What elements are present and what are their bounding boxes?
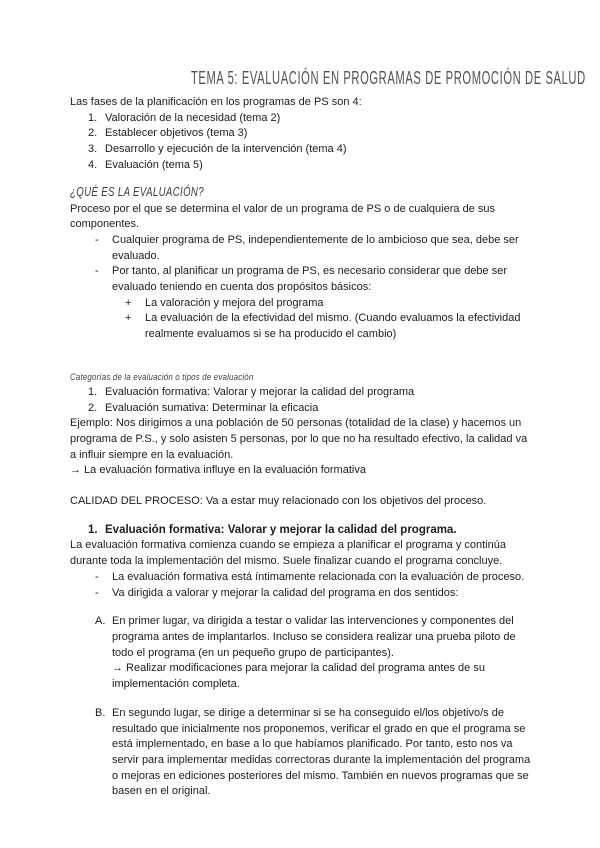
list-number: 3. <box>88 143 98 156</box>
section-heading-categories <box>70 372 535 383</box>
paragraph-what-is: Proceso por el que se determina el valor de un programa de PS o de cualquiera de sus componentes. <box>70 202 495 231</box>
list-text: Establecer objetivos (tema 3) <box>105 127 248 140</box>
intro-lead: Las fases de la planificación en los programas de PS son 4: <box>70 96 362 108</box>
plus-marker: + <box>125 296 132 309</box>
example-paragraph: Ejemplo: Nos dirigimos a una población de 50 personas (totalidad de la clase) y hacemos un programa de P.S., y solo asisten 5 personas, por lo que no ha resultado efectivo, la calidad va a influir siempre en la evaluación. <box>70 417 528 461</box>
page-title-text: TEMA 5: EVALUACIÓN EN PROGRAMAS DE PROMOCIÓN DE SALUD <box>190 68 586 88</box>
item-text: En segundo lugar, se dirige a determinar si se ha conseguido el/los objetivo/s de resultado que inicialmente nos proponemos, verificar el grado en que el programa se está implementado, en base a lo que habíamos planificado. Por tanto, esto nos va servir para implementar medidas correctoras durante la implementación del programa o mejoras en ediciones posteriores del mismo. También en nuevos programas que se basen en el original. <box>112 706 531 798</box>
sub-bullet-item <box>125 296 535 312</box>
list-text: Desarrollo y ejecución de la intervención (tema 4) <box>105 143 347 156</box>
what-is-bullet-list <box>70 233 535 343</box>
dash-marker: - <box>95 570 99 583</box>
categories-heading-text: Categorías de la evaluación o tipos de evaluación <box>70 371 254 382</box>
item-text: En primer lugar, va dirigida a testar o validar las intervenciones y componentes del programa antes de implantarlos. Incluso se considera realizar una prueba piloto de todo el programa (en un pequeño grupo de participantes). <box>112 615 516 659</box>
list-text: Evaluación sumativa: Determinar la eficacia <box>105 401 319 414</box>
bullet-text: Por tanto, al planificar un programa de PS, es necesario considerar que debe ser evaluado teniendo en cuenta dos propósitos básicos: <box>112 265 508 294</box>
item-letter: B. <box>95 706 106 719</box>
formative-heading-number: 1. <box>88 523 98 536</box>
bullet-item <box>95 264 535 295</box>
dash-marker: - <box>95 586 99 599</box>
list-item <box>88 126 535 142</box>
list-item <box>88 385 535 401</box>
list-text: Valoración de la necesidad (tema 2) <box>105 111 281 124</box>
formative-bullet-list <box>70 570 535 601</box>
lettered-item-a <box>95 614 535 693</box>
sub-bullet-item <box>125 311 535 342</box>
quality-line: CALIDAD DEL PROCESO: Va a estar muy relacionado con los objetivos del proceso. <box>70 495 487 508</box>
dash-marker: - <box>95 265 99 278</box>
item-body <box>112 614 535 693</box>
list-number: 1. <box>88 111 98 124</box>
bullet-text: Cualquier programa de PS, independientemente de lo ambicioso que sea, debe ser evaluado. <box>112 233 519 262</box>
categories-list <box>70 385 535 416</box>
formative-heading <box>88 523 535 539</box>
sub-bullet-text: La valoración y mejora del programa <box>145 296 324 309</box>
list-item <box>88 111 535 127</box>
bullet-text: La evaluación formativa está íntimamente relacionada con la evaluación de proceso. <box>112 570 525 583</box>
sub-bullet-text: La evaluación de la efectividad del mismo. (Cuando evaluamos la efectividad realmente evaluamos si se ha producido el cambio) <box>145 312 521 341</box>
bullet-item <box>95 570 535 586</box>
formative-paragraph: La evaluación formativa comienza cuando se empieza a planificar el programa y continúa durante toda la implementación del mismo. Suele finalizar cuando el programa concluye. <box>70 539 506 568</box>
list-number: 1. <box>88 385 98 398</box>
intro-list <box>70 111 535 174</box>
list-number: 2. <box>88 127 98 140</box>
bullet-item <box>95 233 535 264</box>
bullet-item <box>95 586 535 602</box>
plus-marker: + <box>125 312 132 325</box>
page-title <box>70 68 586 88</box>
list-text: Evaluación (tema 5) <box>105 158 203 171</box>
bullet-text: Va dirigida a valorar y mejorar la calidad del programa en dos sentidos: <box>112 586 459 599</box>
list-item <box>88 401 535 417</box>
list-text: Evaluación formativa: Valorar y mejorar la calidad del programa <box>105 385 415 398</box>
list-item <box>88 158 535 174</box>
formative-heading-text: Evaluación formativa: Valorar y mejorar la calidad del programa. <box>105 523 457 536</box>
item-letter: A. <box>95 615 106 628</box>
list-number: 2. <box>88 401 98 414</box>
list-number: 4. <box>88 158 98 171</box>
dash-marker: - <box>95 233 99 246</box>
section-heading-text: ¿QUÉ ES LA EVALUACIÓN? <box>70 183 204 199</box>
arrow-note: → La evaluación formativa influye en la evaluación formativa <box>70 464 366 477</box>
arrow-note: → Realizar modificaciones para mejorar la calidad del programa antes de su implementación completa. <box>112 662 485 691</box>
lettered-item-b <box>95 706 535 800</box>
list-item <box>88 142 535 158</box>
section-heading-what-is <box>70 184 535 201</box>
